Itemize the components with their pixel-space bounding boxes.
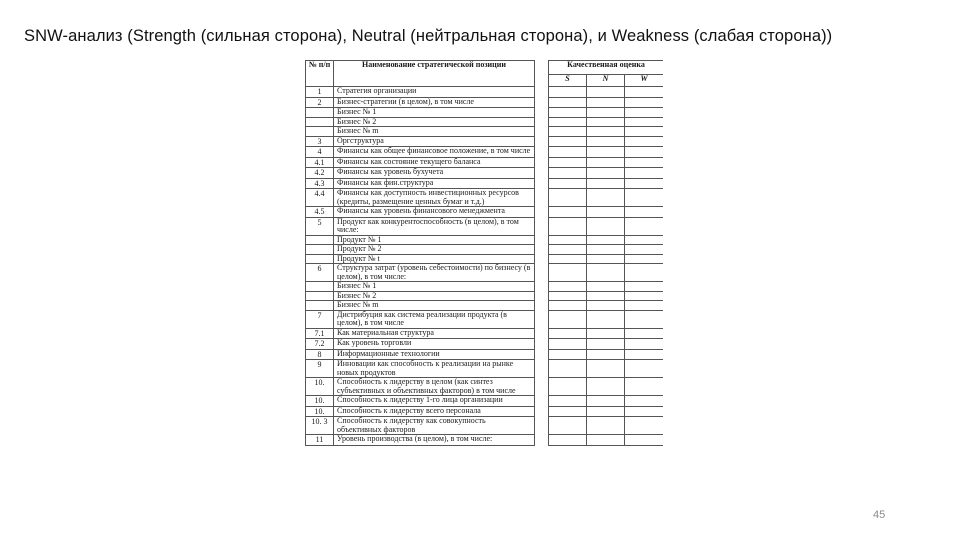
- rating-cell-n: [587, 301, 625, 311]
- rating-cell-n: [587, 97, 625, 108]
- table-row: [306, 282, 664, 292]
- rating-cell-s: [549, 360, 587, 378]
- row-position-name: Как уровень торговли: [334, 339, 535, 350]
- rating-cell-s: [549, 147, 587, 158]
- rating-cell-s: [549, 349, 587, 360]
- rating-cell-w: [625, 291, 664, 301]
- table-row: [306, 97, 664, 108]
- rating-cell-n: [587, 378, 625, 396]
- table-row: [306, 245, 664, 255]
- rating-cell-n: [587, 117, 625, 127]
- row-position-name: Финансы как уровень финансового менеджмента: [334, 207, 535, 218]
- rating-cell-s: [549, 97, 587, 108]
- row-position-name: Продукт № 1: [334, 235, 535, 245]
- header-num: № п/п: [306, 61, 334, 87]
- row-number: 1: [306, 87, 334, 98]
- rating-cell-w: [625, 157, 664, 168]
- table-row: [306, 87, 664, 98]
- table-row: [306, 360, 664, 378]
- row-number: 4.1: [306, 157, 334, 168]
- row-position-name: Финансы как состояние текущего баланса: [334, 157, 535, 168]
- rating-cell-n: [587, 87, 625, 98]
- rating-cell-w: [625, 282, 664, 292]
- row-number: [306, 282, 334, 292]
- row-position-name: Продукт № 2: [334, 245, 535, 255]
- rating-cell-s: [549, 235, 587, 245]
- rating-cell-w: [625, 87, 664, 98]
- rating-cell-s: [549, 108, 587, 118]
- rating-cell-n: [587, 264, 625, 282]
- rating-cell-n: [587, 235, 625, 245]
- header-rating: Качественная оценка: [549, 61, 664, 75]
- row-number: [306, 301, 334, 311]
- rating-cell-w: [625, 378, 664, 396]
- table-row: [306, 254, 664, 264]
- row-number: 4.2: [306, 168, 334, 179]
- row-number: 4.4: [306, 189, 334, 207]
- rating-cell-n: [587, 217, 625, 235]
- table-row: [306, 127, 664, 137]
- table-header-row: [306, 61, 664, 75]
- table-row: [306, 207, 664, 218]
- rating-cell-s: [549, 217, 587, 235]
- rating-cell-w: [625, 301, 664, 311]
- row-number: 6: [306, 264, 334, 282]
- rating-cell-n: [587, 254, 625, 264]
- header-n: N: [587, 75, 625, 87]
- row-position-name: Бизнес № 2: [334, 291, 535, 301]
- row-number: 4.3: [306, 178, 334, 189]
- rating-cell-w: [625, 117, 664, 127]
- rating-cell-n: [587, 189, 625, 207]
- row-number: 9: [306, 360, 334, 378]
- row-position-name: Бизнес № 2: [334, 117, 535, 127]
- rating-cell-w: [625, 235, 664, 245]
- rating-cell-n: [587, 168, 625, 179]
- rating-cell-s: [549, 282, 587, 292]
- row-position-name: Уровень производства (в целом), в том числе:: [334, 435, 535, 446]
- table-row: [306, 339, 664, 350]
- rating-cell-n: [587, 291, 625, 301]
- rating-cell-s: [549, 396, 587, 407]
- row-number: 5: [306, 217, 334, 235]
- rating-cell-s: [549, 157, 587, 168]
- table-row: [306, 147, 664, 158]
- row-position-name: Инновации как способность к реализации на рынке новых продуктов: [334, 360, 535, 378]
- table-row: [306, 291, 664, 301]
- rating-cell-w: [625, 217, 664, 235]
- rating-cell-s: [549, 339, 587, 350]
- rating-cell-n: [587, 310, 625, 328]
- rating-cell-s: [549, 127, 587, 137]
- rating-cell-w: [625, 245, 664, 255]
- rating-cell-n: [587, 349, 625, 360]
- row-position-name: Финансы как доступность инвестиционных ресурсов (кредиты, размещение ценных бумаг и т.д.): [334, 189, 535, 207]
- rating-cell-n: [587, 360, 625, 378]
- rating-cell-w: [625, 406, 664, 417]
- rating-cell-s: [549, 328, 587, 339]
- row-number: 10.: [306, 406, 334, 417]
- table-row: [306, 349, 664, 360]
- row-number: 8: [306, 349, 334, 360]
- row-position-name: Финансы как общее финансовое положение, в том числе: [334, 147, 535, 158]
- row-number: 7: [306, 310, 334, 328]
- rating-cell-w: [625, 264, 664, 282]
- rating-cell-w: [625, 396, 664, 407]
- row-number: 4.5: [306, 207, 334, 218]
- rating-cell-s: [549, 435, 587, 446]
- table-row: [306, 136, 664, 147]
- table-row: [306, 435, 664, 446]
- row-position-name: Финансы как уровень бухучета: [334, 168, 535, 179]
- rating-cell-w: [625, 328, 664, 339]
- rating-cell-s: [549, 87, 587, 98]
- table-row: [306, 264, 664, 282]
- rating-cell-w: [625, 339, 664, 350]
- table-row: [306, 217, 664, 235]
- table-row: [306, 108, 664, 118]
- rating-cell-n: [587, 127, 625, 137]
- row-number: [306, 235, 334, 245]
- rating-cell-s: [549, 378, 587, 396]
- row-number: [306, 291, 334, 301]
- table-row: [306, 328, 664, 339]
- row-position-name: Оргструктура: [334, 136, 535, 147]
- rating-cell-s: [549, 245, 587, 255]
- slide-title: SNW-анализ (Strength (сильная сторона), Neutral (нейтральная сторона), и Weakness (слабая сторона)): [24, 27, 833, 45]
- row-number: 10. 3: [306, 417, 334, 435]
- row-position-name: Дистрибуция как система реализации продукта (в целом), в том числе: [334, 310, 535, 328]
- rating-cell-w: [625, 310, 664, 328]
- row-position-name: Способность к лидерству всего персонала: [334, 406, 535, 417]
- rating-cell-w: [625, 136, 664, 147]
- row-position-name: Продукт № t: [334, 254, 535, 264]
- rating-cell-n: [587, 406, 625, 417]
- rating-cell-n: [587, 282, 625, 292]
- row-position-name: Бизнес № 1: [334, 108, 535, 118]
- rating-cell-s: [549, 178, 587, 189]
- rating-cell-s: [549, 310, 587, 328]
- rating-cell-w: [625, 360, 664, 378]
- table-row: [306, 117, 664, 127]
- rating-cell-w: [625, 97, 664, 108]
- row-position-name: Как материальная структура: [334, 328, 535, 339]
- rating-cell-w: [625, 108, 664, 118]
- row-number: 3: [306, 136, 334, 147]
- rating-cell-s: [549, 291, 587, 301]
- row-position-name: Бизнес № 1: [334, 282, 535, 292]
- header-w: W: [625, 75, 664, 87]
- row-number: [306, 127, 334, 137]
- page-number: 45: [873, 509, 886, 521]
- row-number: 7.2: [306, 339, 334, 350]
- snw-table: [305, 60, 663, 446]
- table-row: [306, 168, 664, 179]
- row-position-name: Бизнес-стратегии (в целом), в том числе: [334, 97, 535, 108]
- scanned-table-image: [305, 60, 663, 540]
- rating-cell-s: [549, 264, 587, 282]
- rating-cell-w: [625, 189, 664, 207]
- row-number: 2: [306, 97, 334, 108]
- row-number: [306, 117, 334, 127]
- rating-cell-w: [625, 147, 664, 158]
- row-position-name: Бизнес № m: [334, 301, 535, 311]
- row-number: 7.1: [306, 328, 334, 339]
- rating-cell-n: [587, 108, 625, 118]
- rating-cell-n: [587, 147, 625, 158]
- header-s: S: [549, 75, 587, 87]
- rating-cell-n: [587, 417, 625, 435]
- row-position-name: Способность к лидерству в целом (как синтез субъективных и объективных факторов) в том числе: [334, 378, 535, 396]
- table-row: [306, 178, 664, 189]
- table-row: [306, 189, 664, 207]
- row-position-name: Продукт как конкурентоспособность (в целом), в том числе:: [334, 217, 535, 235]
- row-number: [306, 245, 334, 255]
- rating-cell-n: [587, 178, 625, 189]
- row-number: 4: [306, 147, 334, 158]
- table-row: [306, 310, 664, 328]
- rating-cell-w: [625, 417, 664, 435]
- rating-cell-s: [549, 117, 587, 127]
- rating-cell-s: [549, 301, 587, 311]
- row-position-name: Способность к лидерству как совокупность объективных факторов: [334, 417, 535, 435]
- table-row: [306, 157, 664, 168]
- rating-cell-w: [625, 168, 664, 179]
- row-position-name: Информационные технологии: [334, 349, 535, 360]
- rating-cell-s: [549, 254, 587, 264]
- rating-cell-w: [625, 127, 664, 137]
- rating-cell-w: [625, 178, 664, 189]
- table-row: [306, 406, 664, 417]
- rating-cell-s: [549, 417, 587, 435]
- rating-cell-w: [625, 254, 664, 264]
- rating-cell-w: [625, 435, 664, 446]
- rating-cell-s: [549, 189, 587, 207]
- rating-cell-s: [549, 406, 587, 417]
- row-number: 10.: [306, 378, 334, 396]
- rating-cell-s: [549, 136, 587, 147]
- rating-cell-n: [587, 328, 625, 339]
- rating-cell-n: [587, 245, 625, 255]
- rating-cell-n: [587, 157, 625, 168]
- row-position-name: Бизнес № m: [334, 127, 535, 137]
- table-row: [306, 235, 664, 245]
- rating-cell-n: [587, 339, 625, 350]
- rating-cell-s: [549, 168, 587, 179]
- row-position-name: Структура затрат (уровень себестоимости) по бизнесу (в целом), в том числе:: [334, 264, 535, 282]
- snw-table-body: [306, 61, 664, 446]
- table-row: [306, 378, 664, 396]
- rating-cell-w: [625, 349, 664, 360]
- rating-cell-s: [549, 207, 587, 218]
- rating-cell-n: [587, 136, 625, 147]
- row-position-name: Стратегия организации: [334, 87, 535, 98]
- rating-cell-n: [587, 396, 625, 407]
- table-row: [306, 417, 664, 435]
- row-number: 11: [306, 435, 334, 446]
- row-number: 10.: [306, 396, 334, 407]
- rating-cell-w: [625, 207, 664, 218]
- row-number: [306, 254, 334, 264]
- table-row: [306, 301, 664, 311]
- rating-cell-n: [587, 435, 625, 446]
- header-name: Наименование стратегической позиции: [334, 61, 535, 87]
- row-position-name: Финансы как фин.структура: [334, 178, 535, 189]
- row-position-name: Способность к лидерству 1-го лица организации: [334, 396, 535, 407]
- row-number: [306, 108, 334, 118]
- table-row: [306, 396, 664, 407]
- rating-cell-n: [587, 207, 625, 218]
